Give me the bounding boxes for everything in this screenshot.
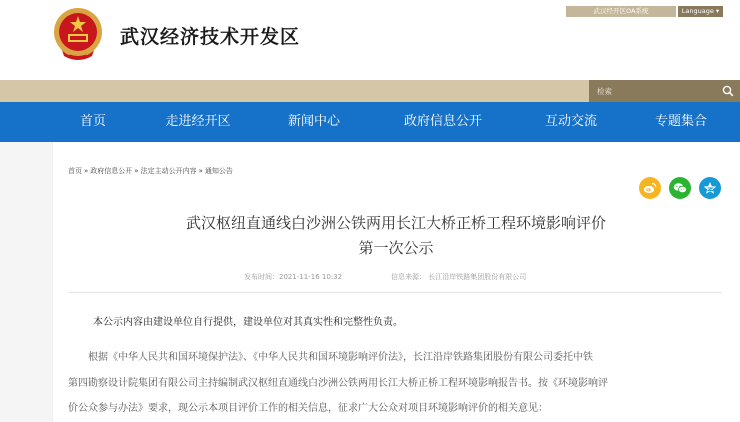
- site-title[interactable]: 武汉经济技术开发区: [120, 26, 301, 48]
- share-weibo-button[interactable]: [639, 177, 661, 199]
- search-icon: [722, 85, 734, 97]
- article-title: 武汉枢纽直通线白沙洲公铁两用长江大桥正桥工程环境影响评价: [185, 214, 606, 232]
- oa-system-link[interactable]: 武汉经开区OA系统: [566, 6, 676, 17]
- breadcrumb-home[interactable]: 首页: [68, 167, 82, 175]
- qzone-icon: [703, 181, 717, 195]
- nav-item-news[interactable]: 新闻中心: [287, 114, 341, 129]
- info-source: 信息来源： 长江沿岸铁路集团股份有限公司: [391, 273, 527, 281]
- body-paragraph-line: 第四勘察设计院集团有限公司主持编制武汉枢纽直通线白沙洲公铁两用长江大桥正桥工程环境影响报告书。按《环境影响评: [68, 378, 608, 389]
- breadcrumb-gov-info[interactable]: 政府信息公开: [90, 167, 133, 175]
- wechat-icon: [673, 182, 687, 194]
- breadcrumb-statutory[interactable]: 法定主动公开内容: [140, 167, 197, 175]
- breadcrumb: [68, 166, 233, 176]
- nav-item-about[interactable]: 走进经开区: [165, 114, 231, 129]
- breadcrumb-notices[interactable]: 通知公告: [204, 167, 233, 175]
- national-emblem-icon[interactable]: [52, 6, 104, 64]
- nav-item-gov-info[interactable]: 政府信息公开: [403, 114, 483, 129]
- breadcrumb-separator: »: [198, 167, 203, 175]
- search-button[interactable]: [716, 80, 740, 102]
- weibo-icon: [643, 182, 657, 194]
- publish-time: 发布时间：2021-11-16 10:32: [244, 273, 343, 281]
- nav-item-home[interactable]: 首页: [79, 114, 107, 129]
- disclaimer-text: 本公示内容由建设单位自行提供，建设单位对其真实性和完整性负责。: [93, 317, 403, 328]
- nav-item-interaction[interactable]: 互动交流: [544, 114, 598, 129]
- share-wechat-button[interactable]: [669, 177, 691, 199]
- breadcrumb-separator: »: [134, 167, 139, 175]
- body-paragraph-line: 根据《中华人民共和国环境保护法》、《中华人民共和国环境影响评价法》，长江沿岸铁路集团股份有限公司委托中铁: [68, 352, 593, 363]
- share-qzone-button[interactable]: [699, 177, 721, 199]
- divider: [68, 292, 722, 293]
- main-nav: [0, 102, 740, 142]
- search-input[interactable]: [589, 80, 714, 102]
- language-button[interactable]: Language ▾: [678, 6, 723, 17]
- site-header: [0, 0, 740, 80]
- body-paragraph-line: 价公众参与办法》要求，现公示本项目评价工作的相关信息，征求广大公众对项目环境影响评价的相关意见：: [68, 403, 548, 414]
- search-box: [589, 80, 740, 102]
- article-subtitle: 第一次公示: [358, 239, 434, 257]
- nav-item-topics[interactable]: 专题集合: [654, 114, 708, 129]
- breadcrumb-separator: »: [84, 167, 89, 175]
- left-margin: [0, 142, 52, 422]
